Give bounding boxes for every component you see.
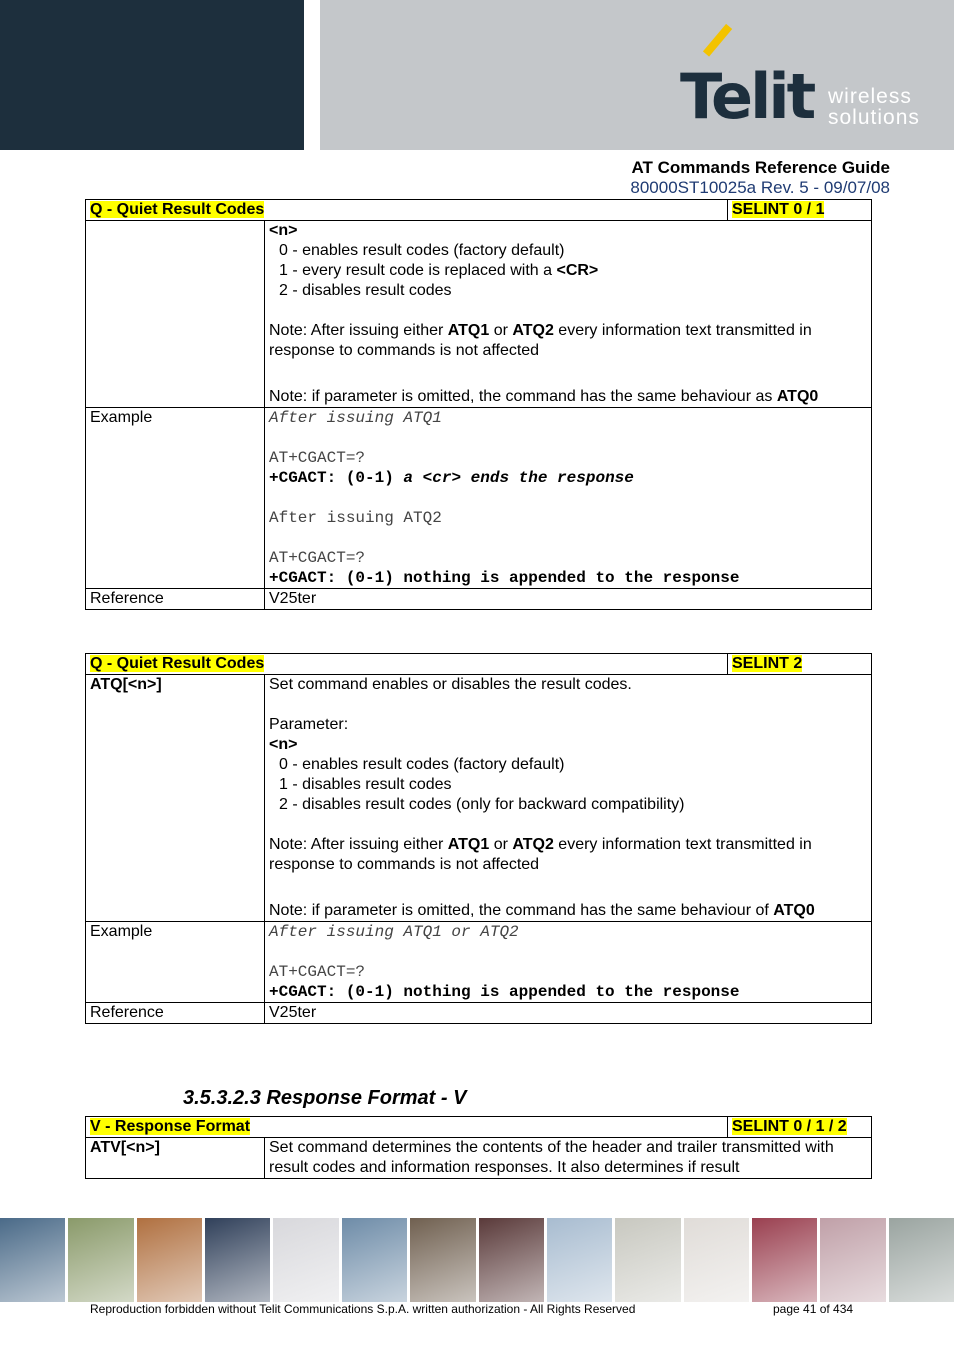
note-1-post: every information text transmitted in response to commands is not affected xyxy=(269,836,812,873)
header-dark-panel xyxy=(0,0,304,150)
footer-photo-tile xyxy=(479,1218,544,1302)
table-quiet-result-codes-selint2 xyxy=(85,653,872,1024)
example-cell xyxy=(265,922,872,1003)
table-header-row xyxy=(86,1117,872,1138)
note-2-atq0: ATQ0 xyxy=(776,388,819,405)
param-label: Parameter: xyxy=(269,716,349,733)
command-description: Set command enables or disables the result codes. xyxy=(269,676,632,693)
table-cell-description xyxy=(265,221,872,408)
doc-title: AT Commands Reference Guide xyxy=(631,158,890,177)
param-option-0: 0 - enables result codes (factory default) xyxy=(279,756,565,773)
footer-photo-tile xyxy=(547,1218,612,1302)
command-cell: ATQ[<n>] xyxy=(86,675,265,922)
command-description: Set command determines the contents of the header and trailer transmitted with result codes and information responses. It also determines if result xyxy=(265,1138,872,1179)
param-option-0: 0 - enables result codes (factory default) xyxy=(279,242,565,259)
table-cell-description xyxy=(265,675,872,922)
example-line-3: +CGACT: (0-1) nothing is appended to the response xyxy=(269,983,740,1001)
example-line-5: AT+CGACT=? xyxy=(269,549,366,567)
table-header-row xyxy=(86,200,872,221)
section-title: Response Format - V xyxy=(266,1087,467,1109)
param-name: <n> xyxy=(269,736,298,753)
table-title: Q - Quiet Result Codes xyxy=(90,201,265,218)
footer-photo-tile xyxy=(410,1218,475,1302)
selint-badge: SELINT 0 / 1 xyxy=(732,201,825,218)
param-option-1 xyxy=(269,261,867,281)
param-option-2: 2 - disables result codes (only for backward compatibility) xyxy=(279,796,685,813)
footer-photo-tile xyxy=(0,1218,65,1302)
telit-logo xyxy=(676,46,936,136)
table-title: V - Response Format xyxy=(90,1118,251,1135)
selint-cell xyxy=(728,654,872,675)
example-line-3-b: a <cr> ends the response xyxy=(393,469,634,487)
table-response-format xyxy=(85,1116,872,1179)
footer-photo-tile xyxy=(752,1218,817,1302)
selint-badge: SELINT 0 / 1 / 2 xyxy=(732,1118,847,1135)
reference-value: V25ter xyxy=(265,1003,872,1024)
footer-copyright: Reproduction forbidden without Telit Communications S.p.A. written authorization - All Rights Reserved xyxy=(90,1302,636,1316)
note-1-pre: Note: After issuing either xyxy=(269,322,448,339)
table-row xyxy=(86,675,872,922)
footer-photo-tile xyxy=(342,1218,407,1302)
table-title-cell xyxy=(86,200,728,221)
example-line-2: AT+CGACT=? xyxy=(269,963,366,981)
example-cell xyxy=(265,408,872,589)
example-label: Example xyxy=(86,922,265,1003)
table-title: Q - Quiet Result Codes xyxy=(90,655,265,672)
note-1-atq1: ATQ1 xyxy=(447,322,490,339)
footer-photo-strip xyxy=(0,1218,954,1302)
logo-tagline-1: wireless xyxy=(828,85,912,108)
logo-word: Telit xyxy=(680,60,814,133)
param-option-2: 2 - disables result codes xyxy=(279,282,452,299)
selint-cell xyxy=(728,1117,872,1138)
note-1 xyxy=(269,835,867,875)
param-option-1: 1 - disables result codes xyxy=(279,776,452,793)
example-line-1: After issuing ATQ1 xyxy=(269,409,442,427)
reference-label: Reference xyxy=(86,1003,265,1024)
table-row xyxy=(86,589,872,610)
logo-tagline-2: solutions xyxy=(828,106,920,129)
table-row xyxy=(86,1138,872,1179)
table-row xyxy=(86,1003,872,1024)
reference-label: Reference xyxy=(86,589,265,610)
example-line-6: +CGACT: (0-1) nothing is appended to the response xyxy=(269,569,740,587)
footer-photo-tile xyxy=(615,1218,680,1302)
note-1-atq2: ATQ2 xyxy=(512,322,554,339)
table-title-cell xyxy=(86,654,728,675)
note-1 xyxy=(269,321,867,361)
doc-code: 80000ST10025a Rev. 5 - 09/07/08 xyxy=(630,178,890,197)
table-row xyxy=(86,408,872,589)
note-1-pre: Note: After issuing either xyxy=(269,836,448,853)
footer-photo-tile xyxy=(137,1218,202,1302)
table-row xyxy=(86,221,872,408)
note-2-pre: Note: if parameter is omitted, the command has the same behaviour of xyxy=(269,902,774,919)
footer-photo-tile xyxy=(68,1218,133,1302)
note-2 xyxy=(269,387,867,407)
param-name: <n> xyxy=(269,222,298,239)
section-number: 3.5.3.2.3 xyxy=(183,1087,261,1109)
logo-tagline xyxy=(828,86,920,128)
command-cell: ATV[<n>] xyxy=(86,1138,265,1179)
note-1-post: every information text transmitted in response to commands is not affected xyxy=(269,322,812,359)
page-number: page 41 of 434 xyxy=(773,1302,854,1316)
note-2-atq0: ATQ0 xyxy=(773,902,815,919)
table-title-cell xyxy=(86,1117,728,1138)
section-heading xyxy=(183,1087,466,1110)
example-line-3 xyxy=(269,468,867,488)
example-line-4: After issuing ATQ2 xyxy=(269,509,442,527)
example-line-1: After issuing ATQ1 or ATQ2 xyxy=(269,923,519,941)
note-2 xyxy=(269,901,867,921)
footer-photo-tile xyxy=(684,1218,749,1302)
example-line-3-a: +CGACT: (0-1) xyxy=(269,469,394,487)
param-option-1-text: 1 - every result code is replaced with a xyxy=(279,262,557,279)
note-1-or: or xyxy=(489,322,513,339)
footer-photo-tile xyxy=(273,1218,338,1302)
table-quiet-result-codes-selint01 xyxy=(85,199,872,610)
footer-photo-tile xyxy=(205,1218,270,1302)
note-2-pre: Note: if parameter is omitted, the command has the same behaviour as xyxy=(269,388,777,405)
example-line-2: AT+CGACT=? xyxy=(269,449,366,467)
note-1-atq2: ATQ2 xyxy=(512,836,554,853)
param-option-1-cr: <CR> xyxy=(556,262,599,279)
selint-cell xyxy=(728,200,872,221)
footer-photo-tile xyxy=(889,1218,954,1302)
footer-photo-tile xyxy=(820,1218,885,1302)
example-label: Example xyxy=(86,408,265,589)
selint-badge: SELINT 2 xyxy=(732,655,803,672)
note-1-or: or xyxy=(489,836,513,853)
table-header-row xyxy=(86,654,872,675)
note-1-atq1: ATQ1 xyxy=(447,836,490,853)
table-row xyxy=(86,922,872,1003)
table-cell-empty xyxy=(86,221,265,408)
reference-value: V25ter xyxy=(265,589,872,610)
